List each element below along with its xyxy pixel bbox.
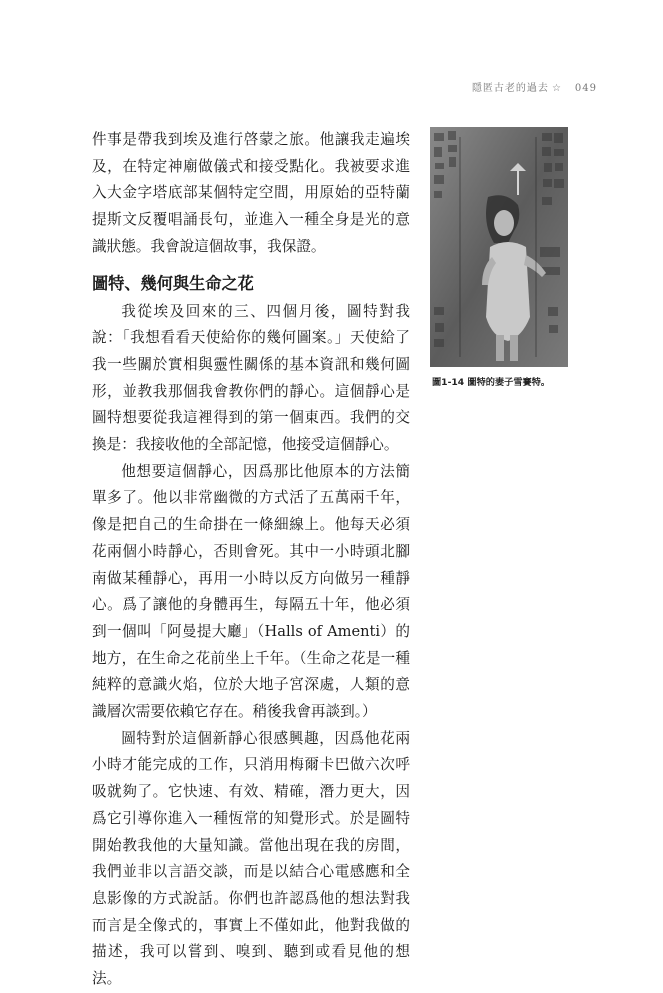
paragraph-1: 件事是帶我到埃及進行啓蒙之旅。他讓我走遍埃及，在特定神廟做儀式和接受點化。我被要求進入大金字塔底部某個特定空間，用原始的亞特蘭提斯文反覆唱誦長句，並進入一種全身是光的意識狀態。我會說這個故事，我保證。 (92, 131, 410, 255)
paragraph-4: 圖特對於這個新靜心很感興趣，因爲他花兩小時才能完成的工作，只消用梅爾卡巴做六次呼吸就夠了。它快速、有效、精確，潛力更大，因爲它引導你進入一種恆常的知覺形式。於是圖特開始教我他的大量知識。當他出現在我的房間，我們並非以言語交談，而是以結合心電感應和全息影像的方式說話。你們也許認爲他的想法對我而言是全像式的，事實上不僅如此，他對我做的描述，我可以嘗到、嗅到、聽到或看見他的想法。 (92, 729, 410, 988)
section-heading: 圖特、幾何與生命之花 (92, 273, 254, 293)
egyptian-relief-image (430, 127, 568, 367)
main-text-column (92, 127, 410, 993)
paragraph-2: 我從埃及回來的三、四個月後，圖特對我說：「我想看看天使給你的幾何圖案。」天使給了我一些關於實相與靈性關係的基本資訊和幾何圖形，並教我那個我會教你們的靜心。這個靜心是圖特想要從我這裡得到的第一個東西。我們的交換是：我接收他的全部記憶，他接受這個靜心。 (92, 302, 410, 454)
running-header (472, 79, 597, 94)
figure-caption: 圖1-14 圖特的妻子雪賽特。 (432, 377, 551, 388)
star-icon: ☆ (551, 83, 562, 94)
book-title: 隱匿古老的過去 (471, 83, 549, 94)
paragraph-3: 他想要這個靜心，因爲那比他原本的方法簡單多了。他以非常幽微的方式活了五萬兩千年，像是把自己的生命掛在一條細線上。他每天必須花兩個小時靜心，否則會死。其中一小時頭北腳南做某種靜心，再用一小時以反方向做另一種靜心。爲了讓他的身體再生，每隔五十年，他必須到一個叫「阿曼提大廳」（Halls of Amenti）的地方，在生命之花前坐上千年。（生命之花是一種純粹的意識火焰，位於大地子宮深處，人類的意識層次需要依賴它存在。稍後我會再談到。） (92, 462, 410, 721)
figure-photo-relief (430, 127, 568, 367)
page-number: 049 (574, 83, 597, 94)
